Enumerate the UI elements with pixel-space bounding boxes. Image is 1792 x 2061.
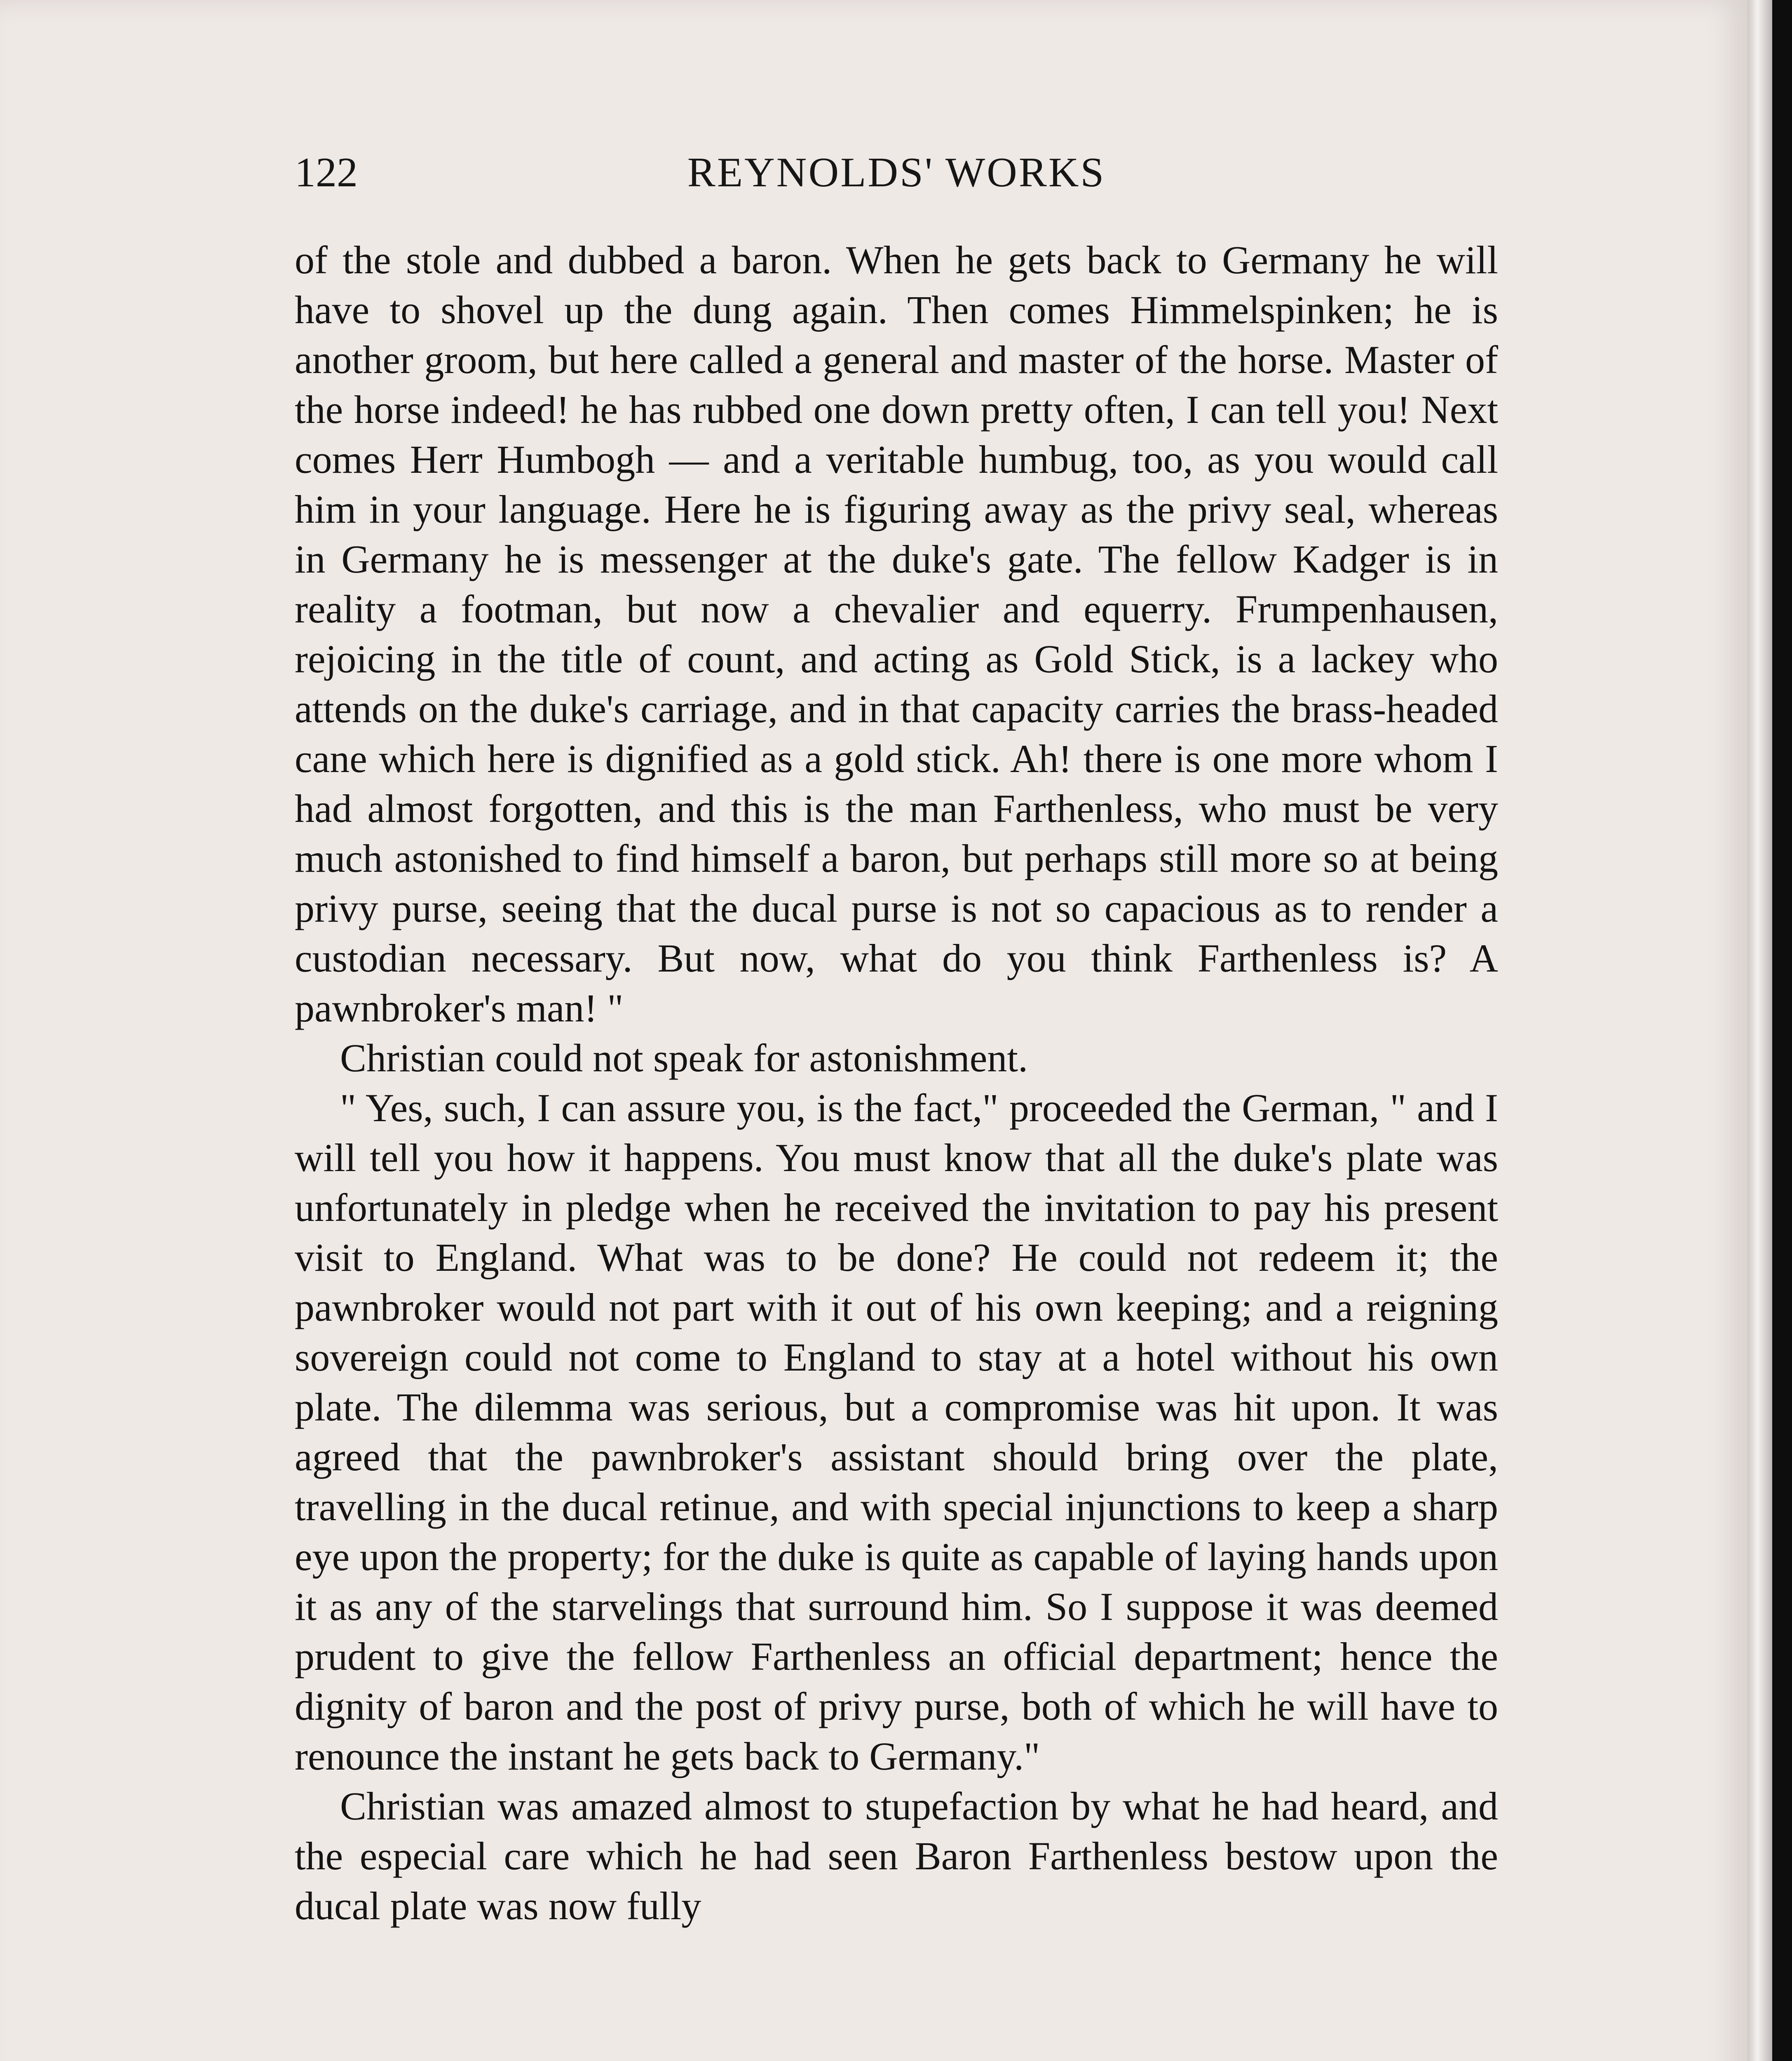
paragraph: of the stole and dubbed a baron. When he gets back to Germany he will have to shovel up the dung again. Then comes Himmelspinken; he is another groom, but here called a general and master of the horse. Master of the horse indeed! he has rubbed one down pretty often, I can tell you! Next comes Herr Humbogh — and a veritable humbug, too, as you would call him in your language. Here he is figuring away as the privy seal, whereas in Germany he is messenger at the duke's gate. The fellow Kadger is in reality a footman, but now a chevalier and equerry. Frumpenhausen, rejoicing in the title of count, and acting as Gold Stick, is a lackey who attends on the duke's carriage, and in that capacity carries the brass-headed cane which here is dignified as a gold stick. Ah! there is one more whom I had almost forgotten, and this is the man Farthenless, who must be very much astonished to find himself a baron, but perhaps still more so at being privy purse, seeing that the ducal purse is not so capacious as to render a custodian necessary. But now, what do you think Farthenless is? A pawnbroker's man! " [295,238,1498,1030]
running-head: REYNOLDS' WORKS [687,149,1106,196]
body-text [295,235,1498,1931]
page-number: 122 [295,149,358,196]
paragraph: Christian could not speak for astonishment. [340,1036,1028,1080]
paragraph: " Yes, such, I can assure you, is the fact," proceeded the German, " and I will tell you how it happens. You must know that all the duke's plate was unfortunately in pledge when he received the invitation to pay his present visit to England. What was to be done? He could not redeem it; the pawnbroker would not part with it out of his own keeping; and a reigning sovereign could not come to England to stay at a hotel without his own plate. The dilemma was serious, but a compromise was hit upon. It was agreed that the pawnbroker's assistant should bring over the plate, travelling in the ducal retinue, and with special injunctions to keep a sharp eye upon the property; for the duke is quite as capable of laying hands upon it as any of the starvelings that surround him. So I suppose it was deemed prudent to give the fellow Farthenless an official department; hence the dignity of baron and the post of privy purse, both of which he will have to renounce the instant he gets back to Germany." [295,1086,1498,1778]
paragraph: Christian was amazed almost to stupefaction by what he had heard, and the especial care which he had seen Baron Farthenless bestow upon the ducal plate was now fully [295,1784,1498,1928]
page-header [295,148,1498,202]
page-edge [1747,0,1772,2061]
